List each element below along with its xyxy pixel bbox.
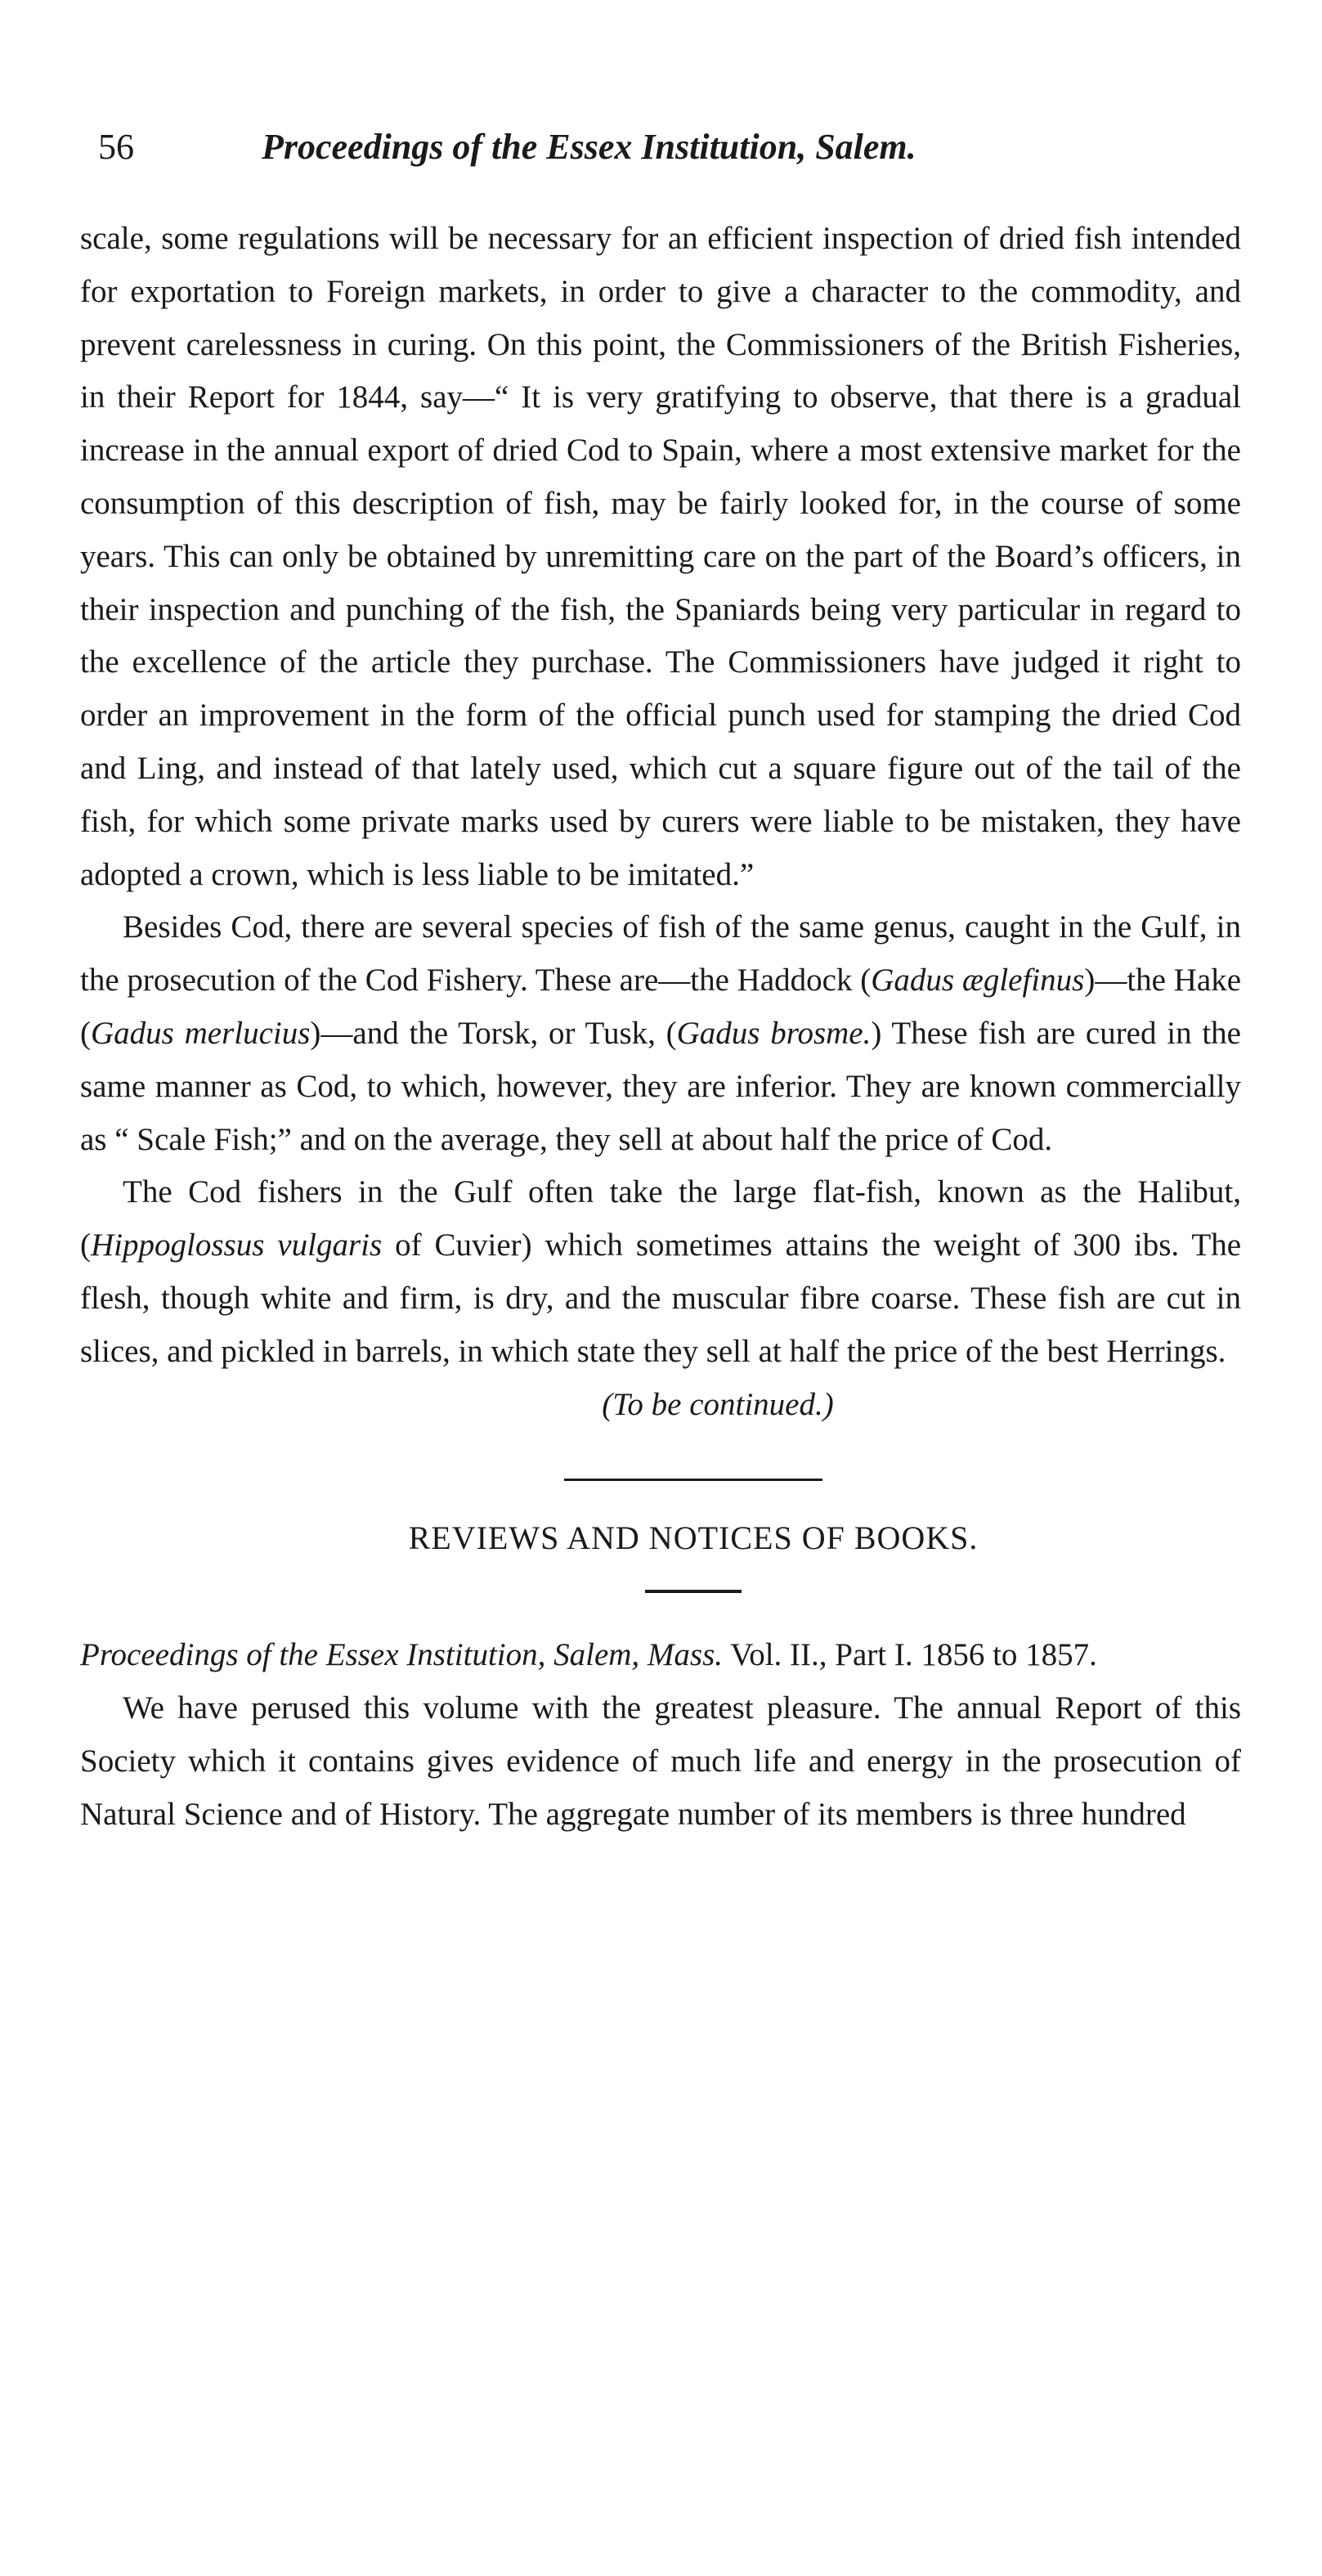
book-citation	[80, 1629, 1241, 1682]
journal-title: Proceedings of the Essex Institution, Salem.	[262, 127, 916, 167]
species-name-halibut: Hippoglossus vulgaris	[91, 1227, 383, 1263]
paragraph-species	[80, 901, 1241, 1166]
species-name-tusk: Gadus brosme.	[676, 1015, 872, 1051]
paragraph-inspection: scale, some regulations will be necessary for an efficient inspection of dried fish intended for exportation to Foreign markets, in order to give a character to the commodity, and prevent carelessness in curing. On this point, the Commissioners of the British Fisheries, in their Report for 1844, say—“ It is very gratifying to observe, that there is a gradual increase in the annual export of dried Cod to Spain, where a most extensive market for the consumption of this description of fish, may be fairly looked for, in the course of some years. This can only be obtained by unremitting care on the part of the Board’s officers, in their inspection and punching of the fish, the Spaniards being very particular in regard to the excellence of the article they purchase. The Commissioners have judged it right to order an improvement in the form of the official punch used for stamping the dried Cod and Ling, and instead of that lately used, which cut a square figure out of the tail of the fish, for which some private marks used by curers were liable to be mistaken, they have adopted a crown, which is less liable to be imitated.”	[80, 221, 1241, 892]
citation-details: Vol. II., Part I. 1856 to 1857.	[723, 1637, 1097, 1673]
text-run: ) These fish are cured in the same manner as Cod, to which, however, they are inferior. They are known commercially as “ Scale Fish;” and on the average, they sell at about half the price of Cod.	[80, 1015, 1241, 1157]
body-text	[80, 213, 1241, 1841]
section-heading: REVIEWS AND NOTICES OF BOOKS.	[408, 1519, 979, 1557]
page-number: 56	[98, 127, 134, 167]
text-run: of Cuvier) which sometimes attains the weight of 300 ibs. The flesh, though white and firm, is dry, and the muscular fibre coarse. These fish are cut in slices, and pickled in barrels, in which state they sell at half the price of the best Herrings.	[80, 1227, 1242, 1369]
to-be-continued: (To be continued.)	[602, 1386, 834, 1422]
running-head	[98, 123, 1243, 172]
text-run: Besides Cod, there are several species of fish of the same genus, caught in the Gulf, in the prosecution of the Cod Fishery. These are—the Haddock (	[80, 909, 1241, 999]
text-run: The Cod fishers in the Gulf often take the large flat-fish, known as the Halibut, (	[80, 1174, 1241, 1263]
section-divider-rule	[564, 1479, 822, 1481]
review-paragraph: We have perused this volume with the greatest pleasure. The annual Report of this Society which it contains gives evidence of much life and energy in the prosecution of Natural Science and of History. The aggregate number of its members is three hundred	[80, 1690, 1241, 1832]
heading-underline-rule	[645, 1590, 742, 1593]
paragraph-halibut	[80, 1166, 1241, 1378]
text-run: )—and the Torsk, or Tusk, (	[310, 1015, 677, 1051]
species-name-haddock: Gadus æglefinus	[871, 963, 1085, 999]
species-name-hake: Gadus merlucius	[91, 1015, 311, 1051]
citation-title: Proceedings of the Essex Institution, Salem, Mass.	[80, 1637, 724, 1673]
text-run: )—the Hake (	[80, 963, 1242, 1051]
